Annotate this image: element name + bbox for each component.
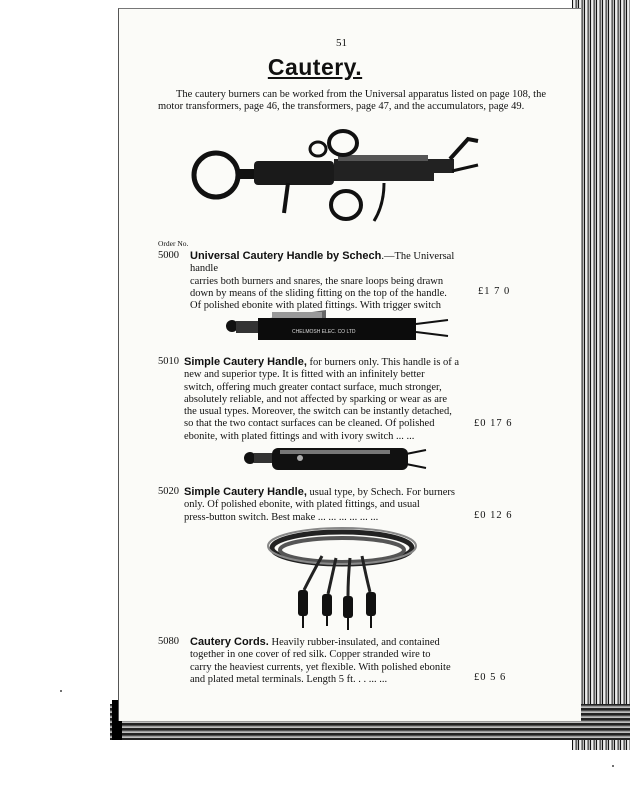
- item-description-line: switch, offering much greater contact surface, much stronger,: [184, 381, 442, 393]
- simple-cautery-handle-illustration: [222, 306, 452, 350]
- universal-cautery-handle-illustration: [188, 125, 488, 225]
- item-description-line: carry the heaviest currents, yet flexible. With polished ebonite: [190, 661, 451, 673]
- item-number: 5010: [158, 356, 179, 367]
- scan-speck: [612, 765, 614, 767]
- item-description-line: press-button switch. Best make ... ... ... ... ... ...: [184, 511, 379, 523]
- item-price: £0 12 6: [474, 510, 513, 521]
- item-number: 5000: [158, 250, 179, 261]
- item-description: [190, 250, 480, 312]
- page-title: Cautery.: [267, 54, 363, 80]
- item-description-line: usual type, by Schech. For burners: [306, 487, 456, 498]
- item-description-line: and plated metal terminals. Length 5 ft. . . ... ...: [190, 673, 388, 685]
- item-description-line: ebonite, with plated fittings and with ivory switch ... ...: [184, 430, 415, 442]
- item-description: [184, 486, 484, 524]
- item-description-line: new and superior type. It is fitted with an infinitely better: [184, 369, 425, 381]
- item-description-line: together in one cover of red silk. Copper stranded wire to: [190, 649, 431, 661]
- item-description-line: .—The Universal handle: [190, 251, 455, 275]
- item-price: £0 17 6: [474, 418, 513, 429]
- item-description-line: so that the two contact surfaces can be cleaned. Of polished: [184, 418, 435, 430]
- cautery-cords-illustration: [262, 524, 422, 634]
- intro-paragraph: The cautery burners can be worked from the Universal apparatus listed on page 108, the motor transformers, page 46, the transformers, page 47, and the accumulators, page 49.: [158, 89, 546, 112]
- item-name: Simple Cautery Handle,: [184, 356, 307, 368]
- item-description: [184, 356, 484, 443]
- item-description-line: absolutely reliable, and not affected by sparking or wear as are: [184, 393, 448, 405]
- item-price: £1 7 0: [478, 286, 511, 297]
- item-description: [190, 636, 480, 686]
- order-number-heading: Order No.: [158, 239, 189, 248]
- item-description-line: only. Of polished ebonite, with plated fittings, and usual: [184, 499, 420, 511]
- item-name: Cautery Cords.: [190, 636, 269, 648]
- handle-maker-marking: CHELMOSH ELEC. CO LTD: [292, 329, 356, 335]
- item-description-line: Heavily rubber-insulated, and contained: [268, 637, 440, 648]
- item-number: 5020: [158, 486, 179, 497]
- item-description-line: Of polished ebonite with plated fittings. With trigger switch: [190, 300, 442, 312]
- item-description-line: for burners only. This handle is of a: [306, 357, 460, 368]
- usual-cautery-handle-illustration: [240, 440, 430, 480]
- item-description-line: carries both burners and snares, the snare loops being drawn: [190, 275, 444, 287]
- scan-speck: [60, 690, 62, 692]
- item-number: 5080: [158, 636, 179, 647]
- item-name: Universal Cautery Handle by Schech: [190, 250, 382, 262]
- item-description-line: down by means of the sliding fitting on the top of the handle.: [190, 287, 447, 299]
- page-number: 51: [336, 37, 347, 49]
- item-price: £0 5 6: [474, 672, 507, 683]
- item-description-line: the usual types. Moreover, the switch can be instantly detached,: [184, 406, 452, 418]
- item-name: Simple Cautery Handle,: [184, 486, 307, 498]
